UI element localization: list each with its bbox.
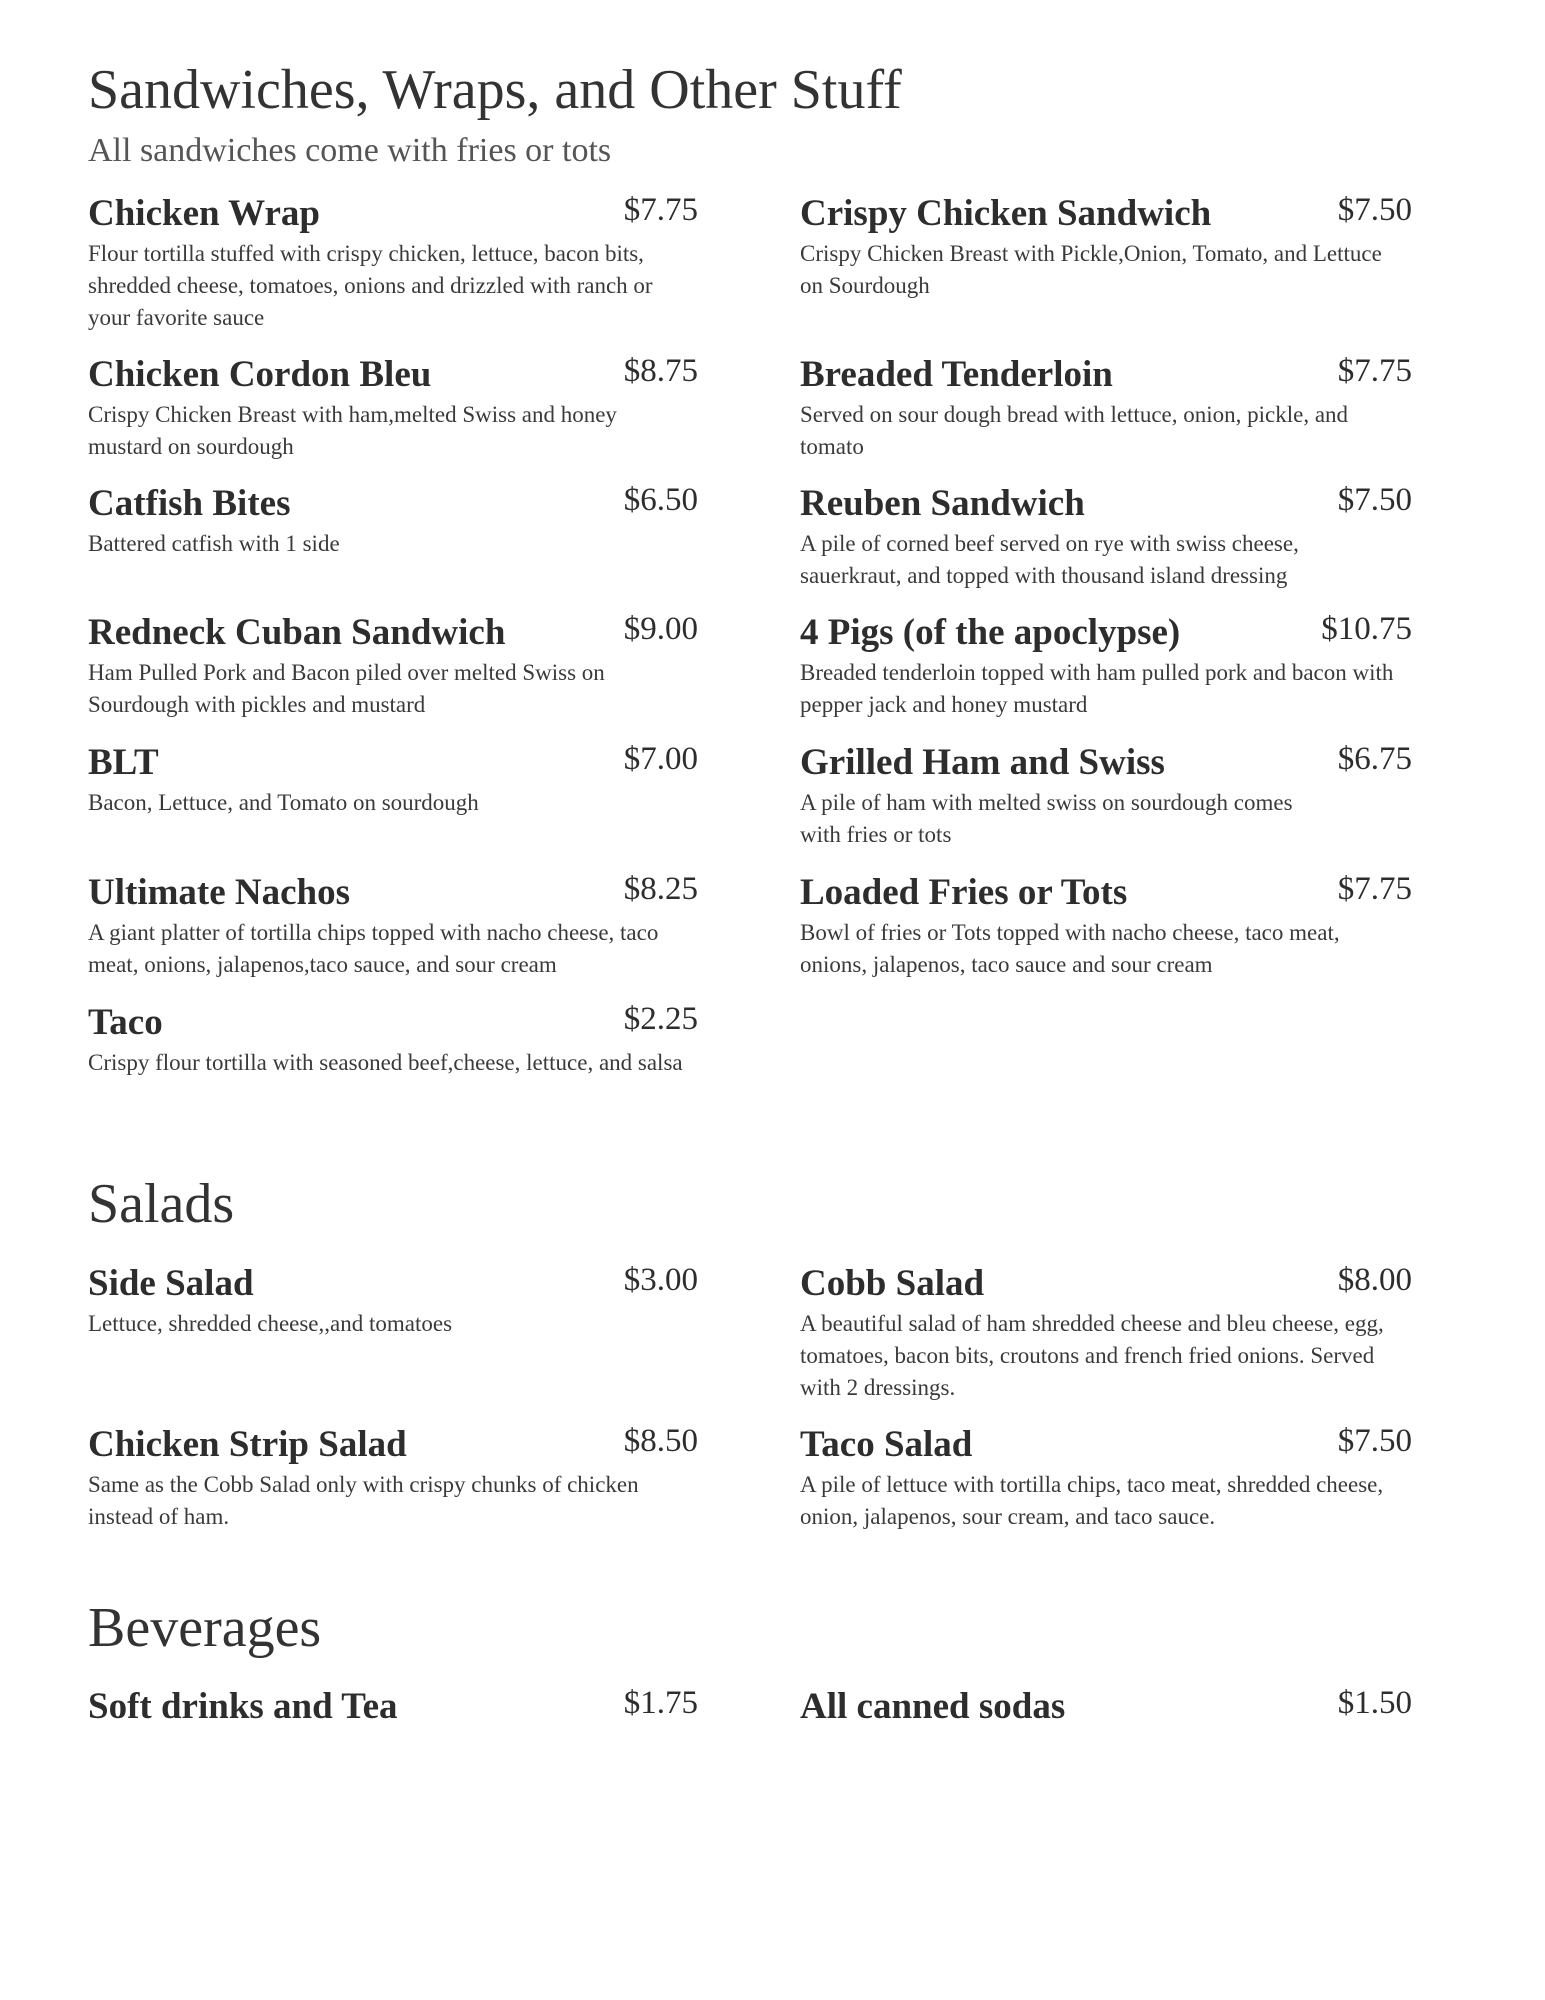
item-description: A beautiful salad of ham shredded cheese and bleu cheese, egg, tomatoes, bacon bits, croutons and french fried onions. Served with 2 dressings. bbox=[800, 1311, 1384, 1400]
item-name: Reuben Sandwich bbox=[800, 483, 1085, 524]
item-name: Side Salad bbox=[88, 1263, 254, 1304]
item-price: $6.75 bbox=[1337, 741, 1412, 777]
item-price: $7.50 bbox=[1337, 192, 1412, 228]
item-price: $7.75 bbox=[1337, 871, 1412, 907]
item-description: Crispy flour tortilla with seasoned beef,cheese, lettuce, and salsa bbox=[88, 1050, 683, 1075]
item-name: 4 Pigs (of the apoclypse) bbox=[800, 612, 1181, 653]
menu-item-grilled-ham-and-swiss bbox=[800, 741, 1412, 851]
menu-item-chicken-cordon-bleu bbox=[88, 353, 698, 463]
item-price: $7.50 bbox=[1337, 1423, 1412, 1459]
menu-item-catfish-bites bbox=[88, 482, 698, 560]
menu-item-chicken-strip-salad bbox=[88, 1423, 698, 1533]
menu-item-soft-drinks-and-tea bbox=[88, 1685, 698, 1731]
menu-item-reuben-sandwich bbox=[800, 482, 1412, 592]
menu-item-loaded-fries-or-tots bbox=[800, 871, 1412, 981]
item-description: A pile of corned beef served on rye with swiss cheese, sauerkraut, and topped with thousand island dressing bbox=[800, 531, 1299, 588]
item-name: All canned sodas bbox=[800, 1686, 1066, 1727]
item-name: Grilled Ham and Swiss bbox=[800, 742, 1165, 783]
item-price: $10.75 bbox=[1321, 611, 1412, 647]
section-title-salads: Salads bbox=[88, 1173, 235, 1235]
item-description: Bowl of fries or Tots topped with nacho cheese, taco meat, onions, jalapenos, taco sauce and sour cream bbox=[800, 920, 1340, 977]
menu-item-crispy-chicken-sandwich bbox=[800, 192, 1412, 302]
item-name: Catfish Bites bbox=[88, 483, 291, 524]
item-price: $1.75 bbox=[623, 1685, 698, 1721]
item-price: $8.00 bbox=[1337, 1262, 1412, 1298]
item-name: Chicken Strip Salad bbox=[88, 1424, 407, 1465]
menu-item-breaded-tenderloin bbox=[800, 353, 1412, 463]
item-price: $7.50 bbox=[1337, 482, 1412, 518]
item-description: Crispy Chicken Breast with Pickle,Onion, Tomato, and Lettuce on Sourdough bbox=[800, 241, 1382, 298]
item-description: Breaded tenderloin topped with ham pulled pork and bacon with pepper jack and honey mustard bbox=[800, 660, 1394, 717]
item-price: $2.25 bbox=[623, 1001, 698, 1037]
menu-item-side-salad bbox=[88, 1262, 698, 1340]
section-title-beverages: Beverages bbox=[88, 1597, 322, 1659]
item-price: $1.50 bbox=[1337, 1685, 1412, 1721]
item-description: Same as the Cobb Salad only with crispy chunks of chicken instead of ham. bbox=[88, 1472, 639, 1529]
menu-item-taco-salad bbox=[800, 1423, 1412, 1533]
item-description: Flour tortilla stuffed with crispy chicken, lettuce, bacon bits, shredded cheese, tomatoes, onions and drizzled with ranch or your favorite sauce bbox=[88, 241, 653, 330]
section-subtitle-sandwiches: All sandwiches come with fries or tots bbox=[88, 132, 612, 169]
menu-item-all-canned-sodas bbox=[800, 1685, 1412, 1731]
item-description: Bacon, Lettuce, and Tomato on sourdough bbox=[88, 790, 479, 815]
item-price: $3.00 bbox=[623, 1262, 698, 1298]
menu-item-cobb-salad bbox=[800, 1262, 1412, 1404]
menu-item-blt bbox=[88, 741, 698, 819]
section-title-sandwiches: Sandwiches, Wraps, and Other Stuff bbox=[88, 59, 902, 121]
item-name: Cobb Salad bbox=[800, 1263, 985, 1304]
item-price: $7.75 bbox=[623, 192, 698, 228]
item-name: Ultimate Nachos bbox=[88, 872, 351, 913]
item-name: Taco bbox=[88, 1002, 163, 1043]
menu-item-4-pigs bbox=[800, 611, 1412, 721]
item-name: Redneck Cuban Sandwich bbox=[88, 612, 506, 653]
item-price: $8.75 bbox=[623, 353, 698, 389]
item-price: $8.25 bbox=[623, 871, 698, 907]
item-name: Chicken Wrap bbox=[88, 193, 320, 234]
item-price: $8.50 bbox=[623, 1423, 698, 1459]
item-description: A pile of lettuce with tortilla chips, taco meat, shredded cheese, onion, jalapenos, sour cream, and taco sauce. bbox=[800, 1472, 1384, 1529]
item-name: Soft drinks and Tea bbox=[88, 1686, 398, 1727]
item-price: $6.50 bbox=[623, 482, 698, 518]
item-name: Crispy Chicken Sandwich bbox=[800, 193, 1212, 234]
menu-item-chicken-wrap bbox=[88, 192, 698, 334]
item-description: A giant platter of tortilla chips topped with nacho cheese, taco meat, onions, jalapenos,taco sauce, and sour cream bbox=[88, 920, 659, 977]
item-price: $7.00 bbox=[623, 741, 698, 777]
item-description: Crispy Chicken Breast with ham,melted Swiss and honey mustard on sourdough bbox=[88, 402, 617, 459]
item-name: Taco Salad bbox=[800, 1424, 973, 1465]
item-name: Breaded Tenderloin bbox=[800, 354, 1113, 395]
item-name: Chicken Cordon Bleu bbox=[88, 354, 432, 395]
item-price: $9.00 bbox=[623, 611, 698, 647]
menu-item-redneck-cuban-sandwich bbox=[88, 611, 698, 721]
item-description: Ham Pulled Pork and Bacon piled over melted Swiss on Sourdough with pickles and mustard bbox=[88, 660, 605, 717]
item-name: BLT bbox=[88, 742, 159, 783]
menu-item-ultimate-nachos bbox=[88, 871, 698, 981]
item-description: Served on sour dough bread with lettuce, onion, pickle, and tomato bbox=[800, 402, 1349, 459]
menu-item-taco bbox=[88, 1001, 698, 1079]
item-description: A pile of ham with melted swiss on sourdough comes with fries or tots bbox=[800, 790, 1293, 847]
item-price: $7.75 bbox=[1337, 353, 1412, 389]
item-description: Lettuce, shredded cheese,,and tomatoes bbox=[88, 1311, 453, 1336]
item-name: Loaded Fries or Tots bbox=[800, 872, 1128, 913]
item-description: Battered catfish with 1 side bbox=[88, 531, 340, 556]
